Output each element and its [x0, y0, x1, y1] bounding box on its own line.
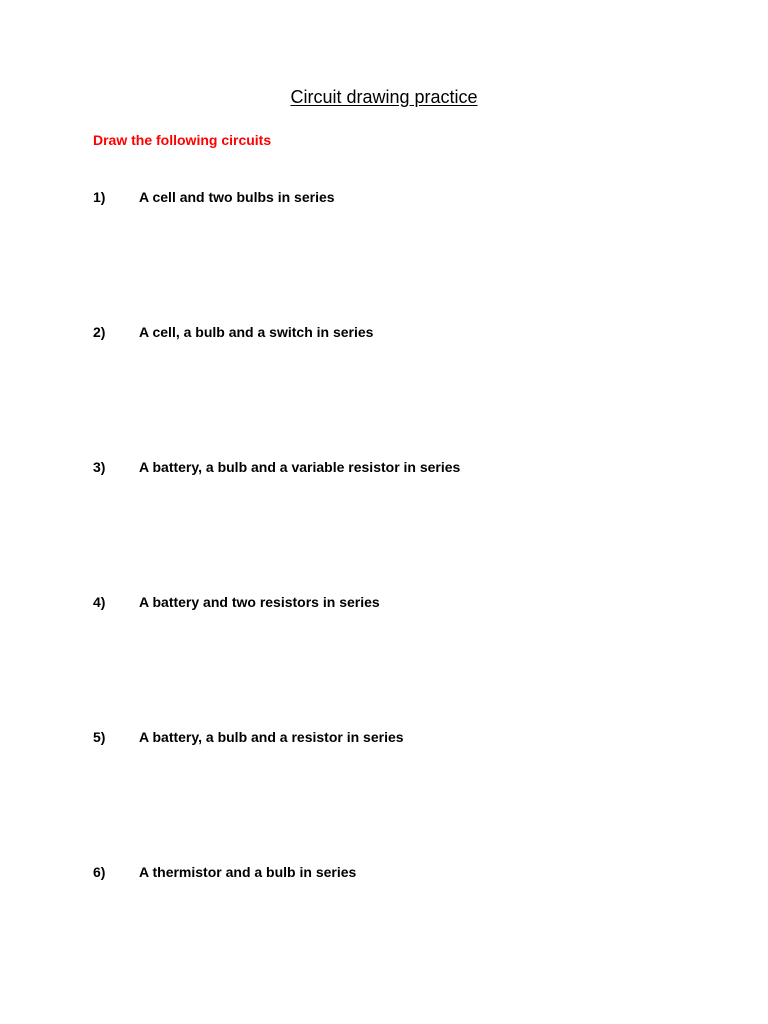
question-item-2 [93, 323, 713, 341]
question-item-1 [93, 188, 713, 206]
question-text: A battery, a bulb and a variable resistor in series [139, 459, 461, 475]
question-text: A cell, a bulb and a switch in series [139, 324, 374, 340]
question-item-5 [93, 728, 713, 746]
question-text: A battery and two resistors in series [139, 594, 380, 610]
question-text: A cell and two bulbs in series [139, 189, 335, 205]
question-text: A thermistor and a bulb in series [139, 864, 357, 880]
instruction-text: Draw the following circuits [93, 132, 272, 148]
question-text: A battery, a bulb and a resistor in series [139, 729, 404, 745]
question-item-6 [93, 863, 713, 881]
question-number: 2) [93, 324, 106, 340]
question-number: 3) [93, 459, 106, 475]
question-number: 5) [93, 729, 106, 745]
question-number: 4) [93, 594, 106, 610]
question-item-3 [93, 458, 713, 476]
question-number: 6) [93, 864, 106, 880]
question-item-4 [93, 593, 713, 611]
question-number: 1) [93, 189, 106, 205]
page-title: Circuit drawing practice [290, 87, 478, 107]
